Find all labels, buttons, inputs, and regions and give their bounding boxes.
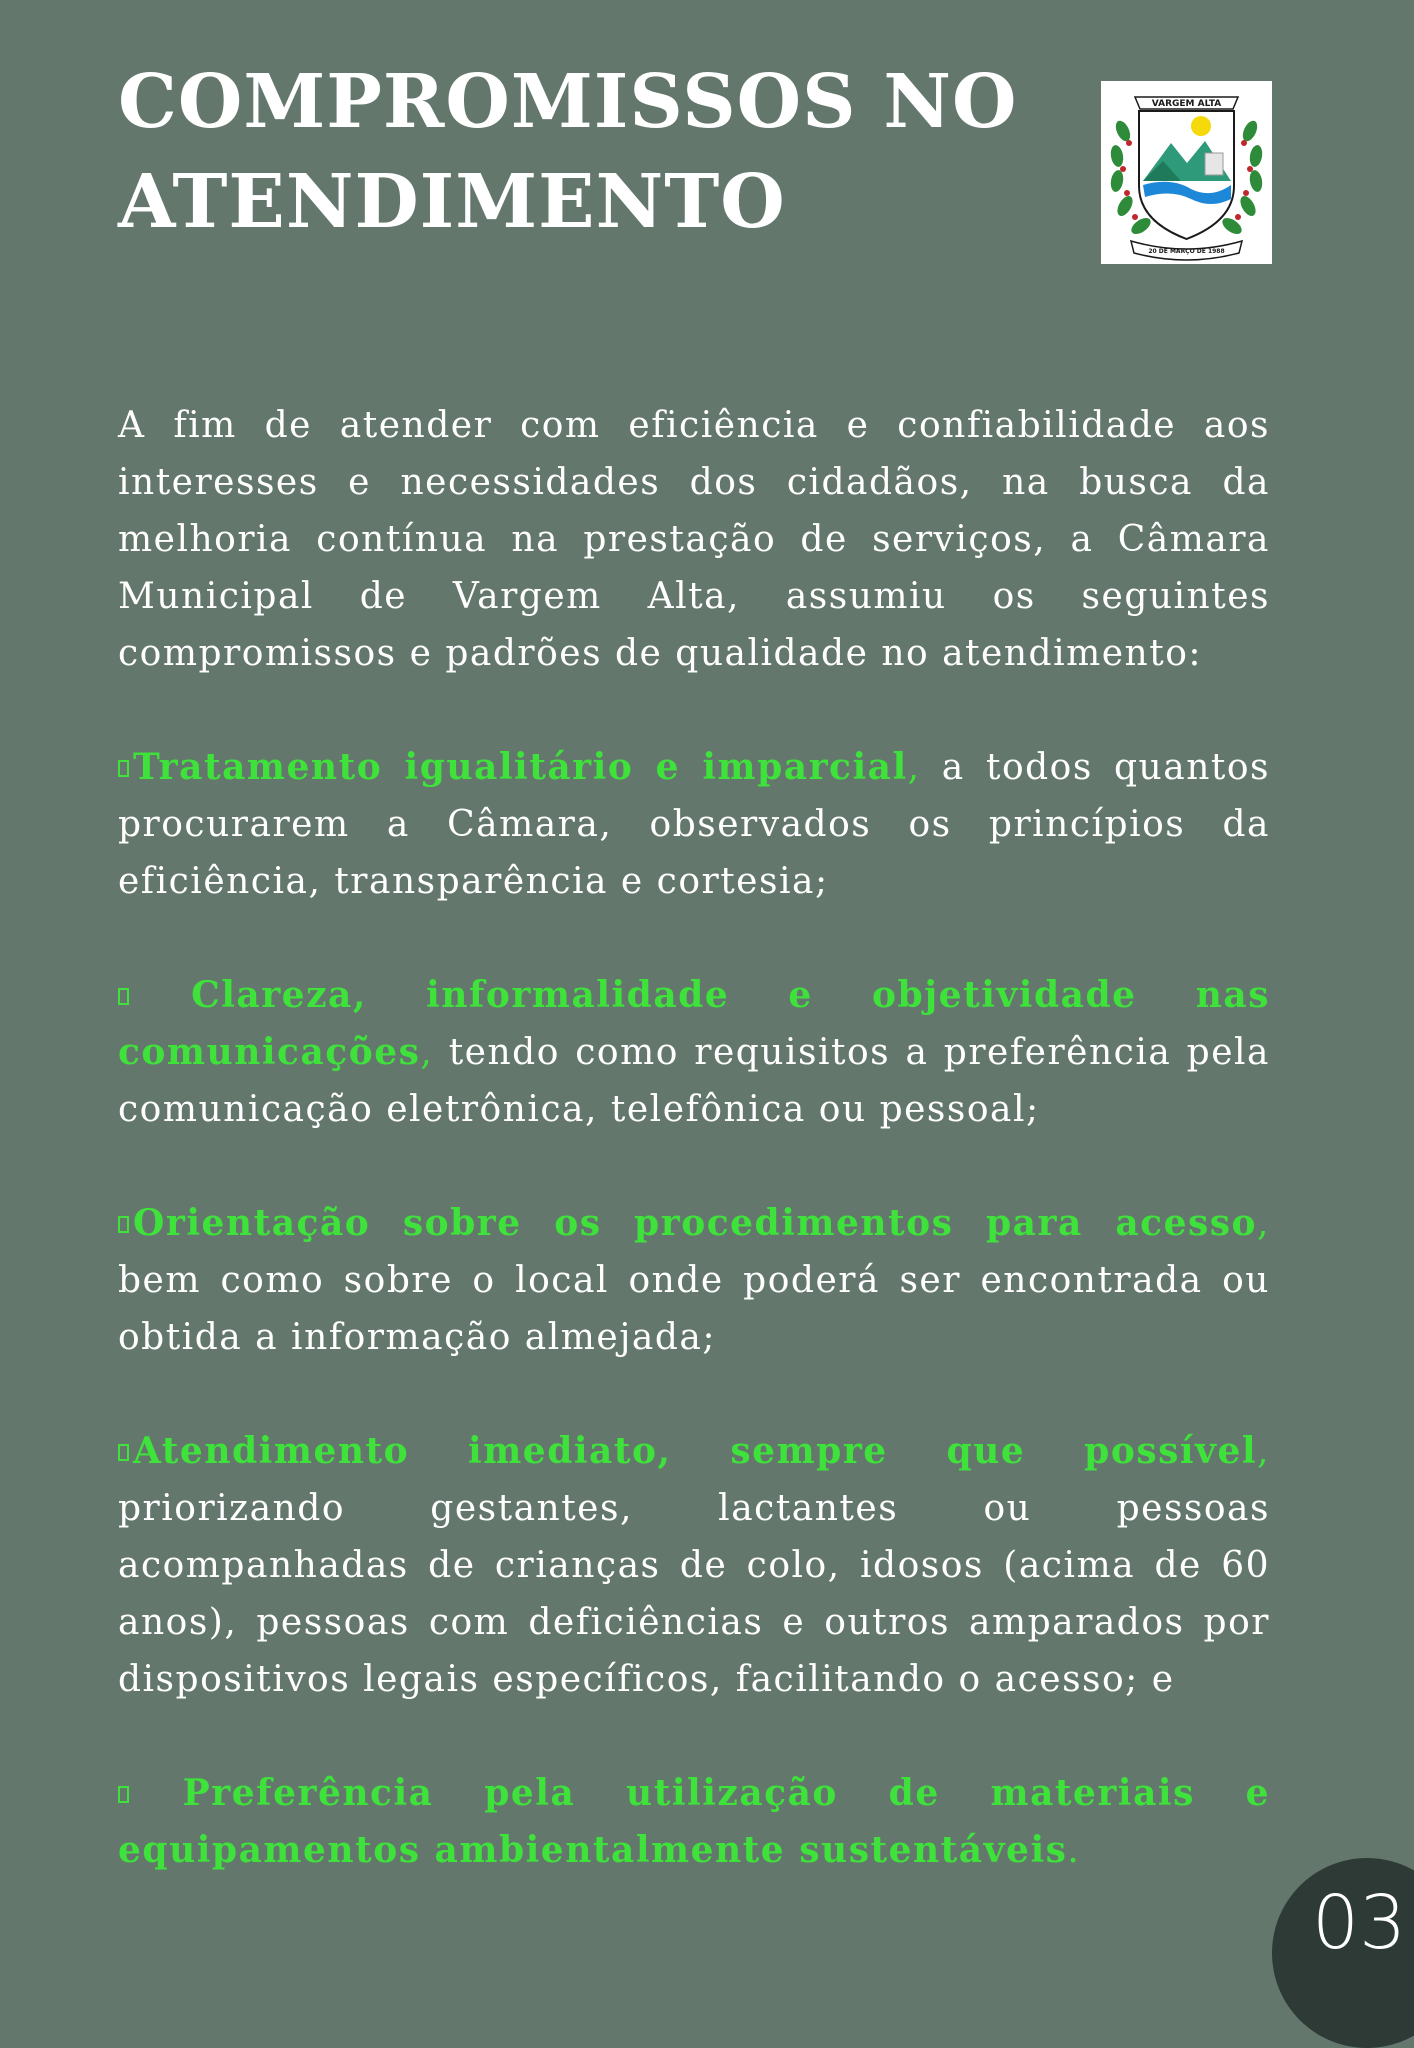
logo-banner-text: VARGEM ALTA [1151, 99, 1222, 109]
checkbox-icon [118, 1444, 129, 1461]
page-number: 03 [1312, 1880, 1407, 1966]
municipal-coat-of-arms-icon [1101, 81, 1272, 264]
commitment-text: a todos quantos procurarem a Câmara, observados os princípios da eficiência, transparência e cortesia; [118, 747, 1271, 902]
checkbox-icon [118, 1216, 129, 1233]
commitment-highlight: Atendimento imediato, sempre que possível [133, 1430, 1258, 1472]
commitment-item [118, 739, 1270, 910]
commitment-separator: , [1257, 1203, 1270, 1244]
commitment-separator: , [420, 1032, 434, 1073]
commitment-separator: . [1067, 1830, 1081, 1871]
page-title-line-1: COMPROMISSOS NO [118, 59, 1018, 145]
checkbox-icon [118, 760, 129, 777]
commitment-item [118, 1423, 1270, 1708]
checkbox-icon [118, 988, 129, 1005]
page-number-badge [1272, 1858, 1414, 2048]
commitment-highlight: Preferência pela utilização de materiais e equipamentos ambientalmente sustentáveis [118, 1772, 1270, 1871]
vargem-alta-coat-of-arms-logo [1101, 81, 1272, 264]
commitment-text: tendo como requisitos a preferência pela comunicação eletrônica, telefônica ou pessoal; [118, 1032, 1270, 1130]
commitment-separator: , [907, 747, 921, 788]
commitment-separator: , [1257, 1431, 1270, 1472]
commitment-item [118, 1765, 1270, 1879]
commitment-highlight: Orientação sobre os procedimentos para acesso [133, 1202, 1258, 1244]
commitment-text: priorizando gestantes, lactantes ou pessoas acompanhadas de crianças de colo, idosos (acima de 60 anos), pessoas com deficiências e outros amparados por dispositivos legais específicos, facilitando o acesso; e [118, 1488, 1270, 1700]
checkbox-icon [118, 1786, 129, 1803]
commitment-item [118, 967, 1270, 1138]
commitment-highlight: Tratamento igualitário e imparcial [133, 746, 908, 788]
page-title [118, 52, 1018, 252]
commitment-text: bem como sobre o local onde poderá ser encontrada ou obtida a informação almejada; [118, 1260, 1270, 1358]
commitment-item [118, 1195, 1270, 1366]
commitment-highlight: Clareza, informalidade e objetividade nas comunicações [118, 974, 1270, 1073]
intro-paragraph: A fim de atender com eficiência e confiabilidade aos interesses e necessidades dos cidadãos, na busca da melhoria contínua na prestação de serviços, a Câmara Municipal de Vargem Alta, assumiu os seguintes compromissos e padrões de qualidade no atendimento: [118, 405, 1270, 674]
document-body [118, 397, 1270, 1879]
logo-date-text: 20 DE MARÇO DE 1988 [1148, 248, 1225, 255]
page-title-line-2: ATENDIMENTO [118, 159, 786, 245]
